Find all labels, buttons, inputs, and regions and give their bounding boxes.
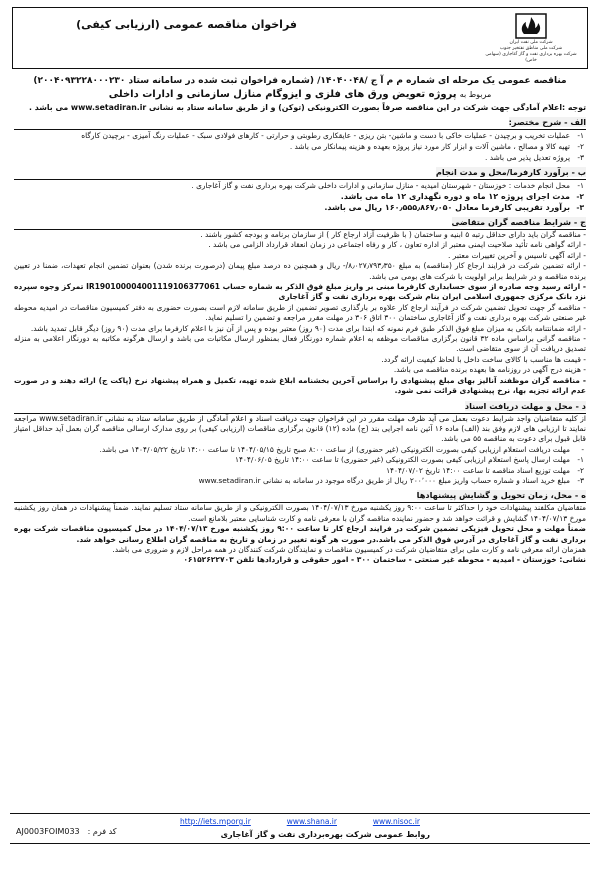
- paragraph: همزمان ارائه معرفی نامه و کارت ملی برای متقاضیان شرکت در کمیسیون مناقصات و نمایندگان شرکت کنندگان در همه مراحل لازم و ضروری می باشد.: [112, 544, 586, 554]
- section-d-body: از کلیه متقاضیان واجد شرایط دعوت بعمل می آید ظرف مهلت مقرر در این فراخوان جهت دریافت اسناد و اعلام آمادگی از طریق سامانه ستاد به نشانی www.setadiran.ir مراجعه نمایند تا ارزیابی های لازم وفق بند (الف) ماده ۱۶ آئین نامه اجرایی بند (ج) ماده (۱۲) قانون برگزاری مناقصات (ارزیابی کیفی) بر روی مدارک ارسالی مناقصه گران بعمل آید حداقل امتیاز قابل قبول برای دعوت به مناقصه ۵۵ می باشد.: [14, 413, 586, 444]
- section-b-title: ب - برآورد کارفرما/محل و مدت انجام: [14, 166, 586, 180]
- list-item: ۳- مبلغ خرید اسناد و شماره حساب واریز مبلغ ۲۰۰٬۰۰۰ ریال از طریق درگاه موجود در سامانه به نشانی www.setadiran.ir: [198, 475, 584, 485]
- list-item: - مناقصه گر جهت تحویل تضمین شرکت در فرآیند ارجاع کار علاوه بر بارگذاری تصویر تضمین از طریق سامانه لازم است بصورت حضوری به دفتر کمیسیون مناقصات در امیدیه محوطه غیر صنعتی شرکت بهره برداری نفت و گاز آغاجاری ساختمان ۳۰۰ اتاق ۳۰۶ در مهلت مقرر مراجعه و تضمین را تسلیم نماید.: [14, 302, 586, 323]
- list-item: ۱- مهلت ارسال پاسخ استعلام ارزیابی کیفی بصورت الکترونیکی (غیر حضوری) تا ساعت ۱۴:۰۰ تاریخ ۱۴۰۴/۰۶/۰۵: [234, 455, 584, 465]
- list-item: - ارائه گواهی نامه تأئید صلاحیت ایمنی معتبر از اداره تعاون ، کار و رفاه اجتماعی در زمان انعقاد قرارداد الزامی می باشد .: [208, 240, 586, 250]
- list-item: ۲- مدت اجرای پروژه ۱۲ ماه و دوره نگهداری ۱۲ ماه می باشد.: [340, 192, 584, 201]
- section-e-title: ه - محل، زمان تحویل و گشایش پیشنهادها: [14, 489, 586, 503]
- section-d-list: [14, 445, 586, 487]
- list-item: - مناقصه گران موظفند آنالیز بهای مبلغ پیشنهادی را براساس آخرین بخشنامه ابلاغ شده تهیه، تکمیل و همراه پیشنهاد نرخ (پاکت ج) ارائه دهند و در صورت عدم ارائه تجزیه بها، نرخ پیشنهادی قرائت نمی شود.: [14, 375, 586, 396]
- section-a-list: [14, 130, 586, 163]
- list-item: - ارائه ضمانتنامه بانکی به میزان مبلغ فوق الذکر طبق فرم نمونه که ابتدا برای مدت (۹۰ روز) معتبر بوده و پس از آن نیز با اعلام کارفرما برای مدت (۹۰ روز) دیگر قابل تمدید باشد.: [30, 323, 586, 333]
- list-item: - قیمت ها مناسب با کالای ساخت داخل با لحاظ کیفیت ارائه گردد.: [381, 354, 586, 364]
- footer-title: روابط عمومی شرکت بهره‌برداری نفت و گاز آغاجاری: [220, 830, 430, 839]
- project-subtitle: [14, 88, 586, 102]
- list-item: - ارائه آگهی تاسیس و آخرین تغییرات معتبر .: [448, 250, 586, 260]
- list-item: - مناقصه گرانی براساس ماده ۳۲ قانون برگزاری مناقصات موظفه به اعلام شماره دورنگار فعال بمنظور ارسال مکاتبات می باشد و ارسال هرگونه مکاتبه به دورنگار اعلامی به منزله تصدیق دریافت آن از سوی متقاضی است.: [14, 334, 586, 354]
- nioc-logo-icon: [514, 12, 548, 40]
- logo-line-3: شرکت بهره برداری نفت و گاز آغاجاری (سهامی خاص): [485, 52, 577, 63]
- list-item: ۳- پروژه تعدیل پذیر می باشد .: [485, 153, 584, 162]
- paragraph: نشانی: خوزستان - امیدیه - محوطه غیر صنعتی - ساختمان ۳۰۰ - امور حقوقی و قراردادها تلفن ۰۶۱۵۲۶۲۲۷۰۳: [183, 555, 586, 565]
- list-item: - ارائه تضمین شرکت در فرایند ارجاع کار (مناقصه) به مبلغ ۸٫۰۲۷٫۷۹۳٫۳۵۰/- ریال و همچنین ده درصد مبلغ پیمان (درصورت برنده شدن) بعنوان تضمین انجام تعهدات، ضمنا در تعیین برنده مناقصه و در شرایط برابر اولویت با شرکت های بومی می باشد.: [14, 261, 586, 281]
- attention-note: توجه :اعلام آمادگی جهت شرکت در این مناقصه صرفاً بصورت الکترونیکی (توکن) و از طریق سامانه ستاد به نشانی www.setadiran.ir می باشد .: [29, 103, 586, 112]
- list-item: - مناقصه گران باید دارای حداقل رتبه ۵ ابنیه و ساختمان ( با ظرفیت آزاد ارجاع کار ) از سازمان برنامه و بودجه کشور باشند .: [200, 230, 586, 239]
- list-item: ۱- عملیات تخریب و برچیدن - عملیات خاکی با دست و ماشین- بتن ریزی - عایقکاری رطوبتی و حرارتی - کارهای فولادی سبک - عملیات رنگ آمیزی - برچیدن کارگاه: [81, 131, 584, 140]
- section-b-list: [14, 180, 586, 213]
- link-shana[interactable]: www.shana.ir: [286, 817, 337, 826]
- list-item: - هزینه درج آگهی در روزنامه ها بعهده برنده مناقصه می باشد.: [393, 365, 586, 375]
- footer: [10, 813, 590, 844]
- notice-body: [14, 75, 586, 566]
- list-item: ۱- محل انجام خدمات : خوزستان - شهرستان امیدیه - منازل سازمانی و ادارات داخلی شرکت بهره برداری نفت و گاز آغاجاری .: [191, 181, 584, 190]
- section-e-body: [14, 503, 586, 565]
- list-item: - ارائه رسید وجه صادره از سوی حسابداری کارفرما مبنی بر واریز مبلغ فوق الذکر به شماره حساب IR190100004001119106377061 تمرکز وجوه سپرده نزد بانک مرکزی جمهوری اسلامی ایران بنام شرکت بهره برداری نفت و گاز آغاجاری: [14, 282, 586, 302]
- paragraph: متقاضیان مکلفند پیشنهادات خود را حداکثر تا ساعت ۹:۰۰ روز یکشنبه مورخ ۱۴۰۴/۰۷/۱۳ بصورت الکترونیکی و از طریق سامانه ستاد تسلیم نمایند. ضمناً پیشنهادات در همان روز یکشنبه مورخ ۱۴۰۴/۰۷/۱۳ گشایش و قرائت خواهد شد و حضور نماینده مناقصه گران با معرفی نامه و کارت شناسایی معتبر بلامانع است.: [14, 503, 586, 523]
- list-item: ۲- مهلت توزیع اسناد مناقصه تا ساعت ۱۴:۰۰ تاریخ ۱۴۰۴/۰۷/۰۲: [386, 465, 584, 475]
- form-code: [16, 827, 117, 836]
- page-title: فراخوان مناقصه عمومی (ارزیابی کیفی): [76, 18, 297, 31]
- section-d-title: د - محل و مهلت دریافت اسناد: [14, 400, 586, 414]
- project-name: پروژه تعویض ورق های فلزی و ایزوگام منازل سازمانی و ادارات داخلی: [108, 89, 457, 100]
- section-c-list: [14, 230, 586, 397]
- link-iets[interactable]: http://iets.mporg.ir: [180, 817, 251, 826]
- logo-line-1: شرکت ملی نفت ایران: [509, 40, 553, 45]
- section-c-title: ج - شرایط مناقصه گران متقاضی: [14, 216, 586, 230]
- section-a-title: الف - شرح مختصر:: [14, 116, 586, 130]
- form-code-value: AJ0003FOIM033: [16, 827, 80, 836]
- list-item: ۲- تهیه کالا و مصالح ، ماشین آلات و ابزار کار مورد نیاز پروژه بعهده و هزینه پیمانکار می باشد .: [289, 142, 584, 151]
- form-code-label: کد فرم :: [87, 827, 117, 836]
- paragraph: ضمناً مهلت و محل تحویل فیزیکی تضمین شرکت در فرایند ارجاع کار تا ساعت ۹:۰۰ روز یکشنبه مورخ ۱۴۰۴/۰۷/۱۳ در محل کمیسیون مناقصات شرکت بهره برداری نفت و گاز آغاجاری در آدرس فوق الذکر می باشد.در صورت هر گونه تغییر در زمان و تاریخ به مناقصه گران اطلاع رسانی خواهد شد.: [14, 524, 587, 544]
- header-box: [12, 7, 588, 69]
- logo-line-2: شرکت ملی مناطق نفتخیز جنوب: [499, 46, 563, 51]
- tender-title: مناقصه عمومی یک مرحله ای شماره م م آ ج /۱۴۰۴۰۰۴۸/ (شماره فراخوان ثبت شده در سامانه ستاد ۲۰۰۴۰۹۳۲۲۸۰۰۰۲۳۰): [33, 76, 567, 86]
- list-item: - مهلت دریافت استعلام ارزیابی کیفی بصورت الکترونیکی (غیر حضوری) از ساعت ۸:۰۰ صبح تاریخ ۱۴۰۴/۰۵/۱۵ تا ساعت ۱۴:۰۰ تاریخ ۱۴۰۴/۰۵/۲۲ می باشد.: [99, 444, 584, 454]
- footer-links: [180, 817, 420, 826]
- subtitle-prefix: مربوط به: [459, 90, 492, 99]
- link-nisoc[interactable]: www.nisoc.ir: [372, 817, 420, 826]
- company-logo: [481, 12, 581, 64]
- list-item: ۳- برآورد تقریبی کارفرما معادل ۱۶۰٫۵۵۵٫۸۶۷٫۰۵۰ ریال می باشد.: [324, 203, 584, 212]
